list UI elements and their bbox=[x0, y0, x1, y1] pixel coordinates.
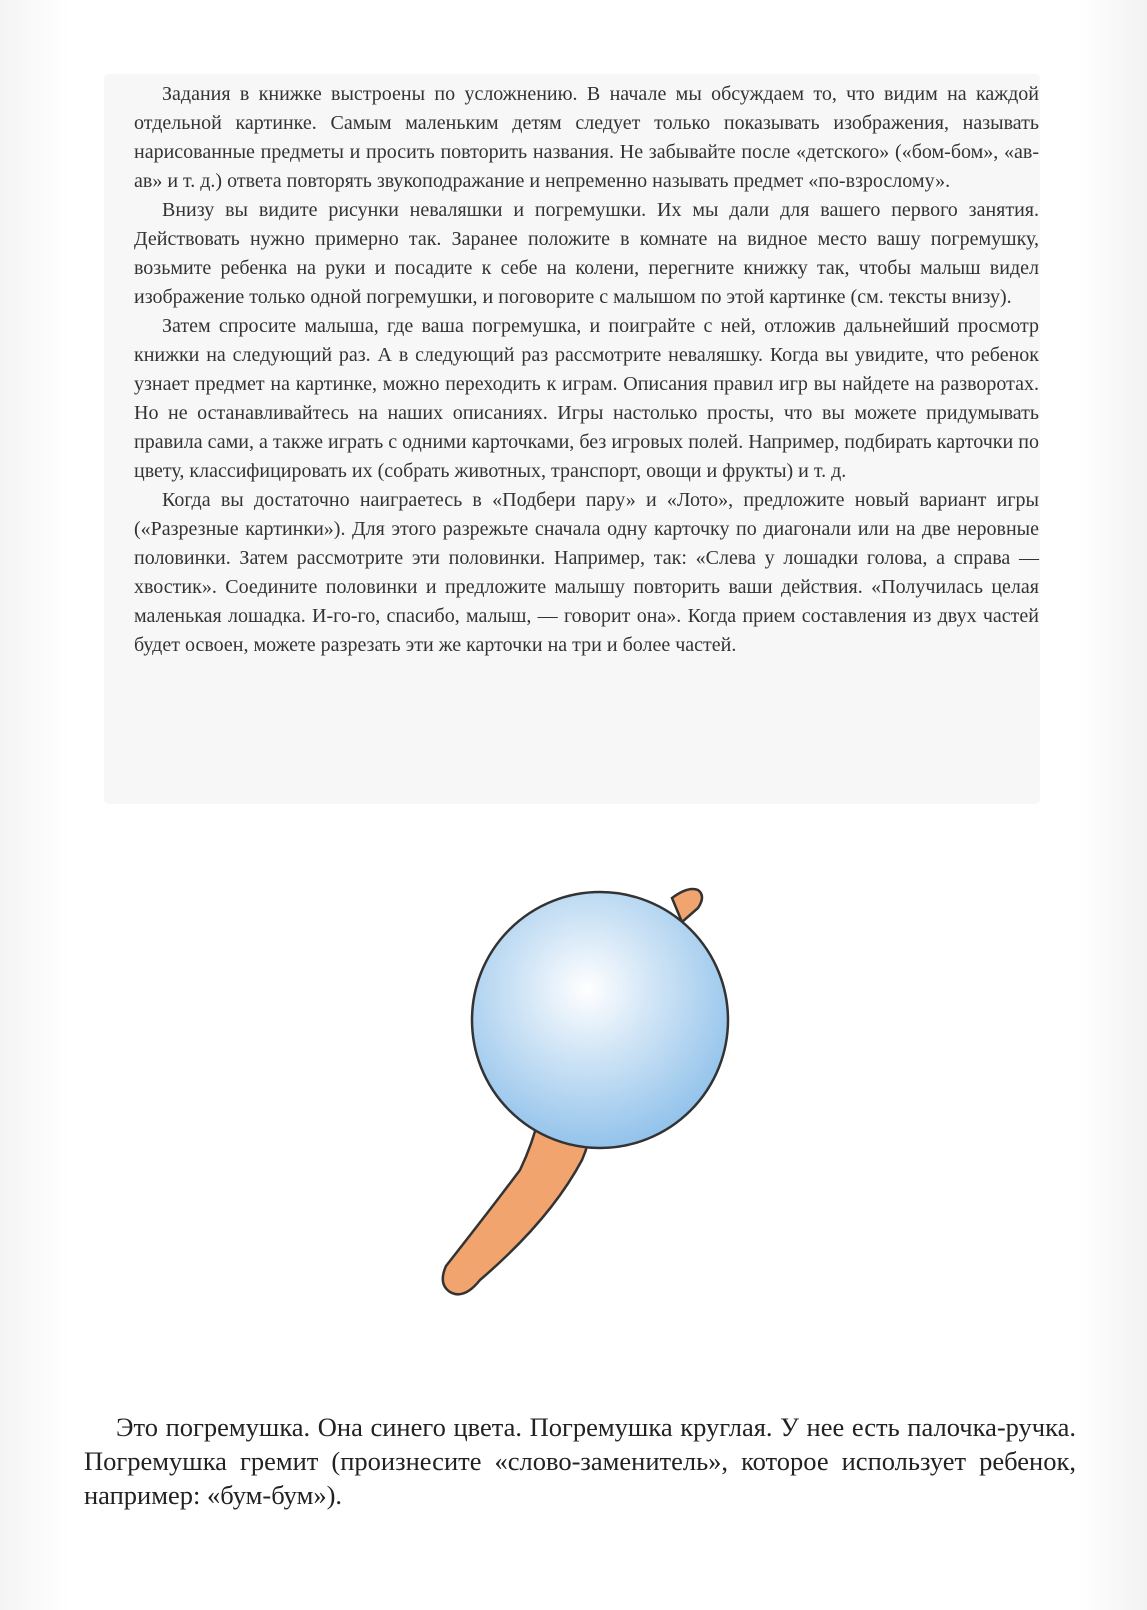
rattle-ball bbox=[472, 892, 728, 1148]
intro-paragraph: Когда вы достаточно наиграетесь в «Подбери пару» и «Лото», предложите новый вариант игры («Разрезные картинки»). Для этого разрежьте сначала одну карточку по диагонали или на две неровные половинки. Затем рассмотрите эти половинки. Например, так: «Слева у лошадки голова, а справа — хвостик». Соедините половинки и предложите малышу повторить ваши действия. «Получилась целая маленькая лошадка. И-го-го, спасибо, малыш, — говорит она». Когда прием составления из двух частей будет освоен, можете разрезать эти же карточки на три и более частей. bbox=[134, 489, 1039, 656]
rattle-illustration bbox=[420, 880, 820, 1360]
intro-paragraph: Затем спросите малыша, где ваша погремушка, и поиграйте с ней, отложив дальнейший просмотр книжки на следующий раз. А в следующий раз рассмотрите неваляшку. Когда вы увидите, что ребенок узнает предмет на картинке, можно переходить к играм. Описания правил игр вы найдете на разворотах. Но не останавливайтесь на наших описаниях. Игры настолько просты, что вы можете придумывать правила сами, а также играть с одними карточками, без игровых полей. Например, подбирать карточки по цвету, классифицировать их (собрать животных, транспорт, овощи и фрукты) и т. д. bbox=[134, 315, 1039, 482]
intro-paragraph: Задания в книжке выстроены по усложнению. В начале мы обсуждаем то, что видим на каждой отдельной картинке. Самым маленьким детям следует только показывать изображения, называть нарисованные предметы и просить повторить названия. Не забывайте после «детского» («бом-бом», «ав-ав» и т. д.) ответа повторять звукоподражание и непременно называть предмет «по-взрослому». bbox=[134, 83, 1039, 192]
intro-text bbox=[134, 80, 1039, 660]
caption-text: Это погремушка. Она синего цвета. Погремушка круглая. У нее есть палочка-ручка. Погремушка гремит (произнесите «слово-заменитель», которое использует ребенок, например: «бум-бум»). bbox=[84, 1412, 1076, 1510]
intro-paragraph: Внизу вы видите рисунки неваляшки и погремушки. Их мы дали для вашего первого занятия. Действовать нужно примерно так. Заранее положите в комнате на видное место вашу погремушку, возьмите ребенка на руки и посадите к себе на колени, перегните книжку так, чтобы малыш видел изображение только одной погремушки, и поговорите с малышом по этой картинке (см. тексты внизу). bbox=[134, 199, 1039, 308]
rattle-icon bbox=[420, 880, 820, 1360]
caption bbox=[84, 1410, 1076, 1512]
